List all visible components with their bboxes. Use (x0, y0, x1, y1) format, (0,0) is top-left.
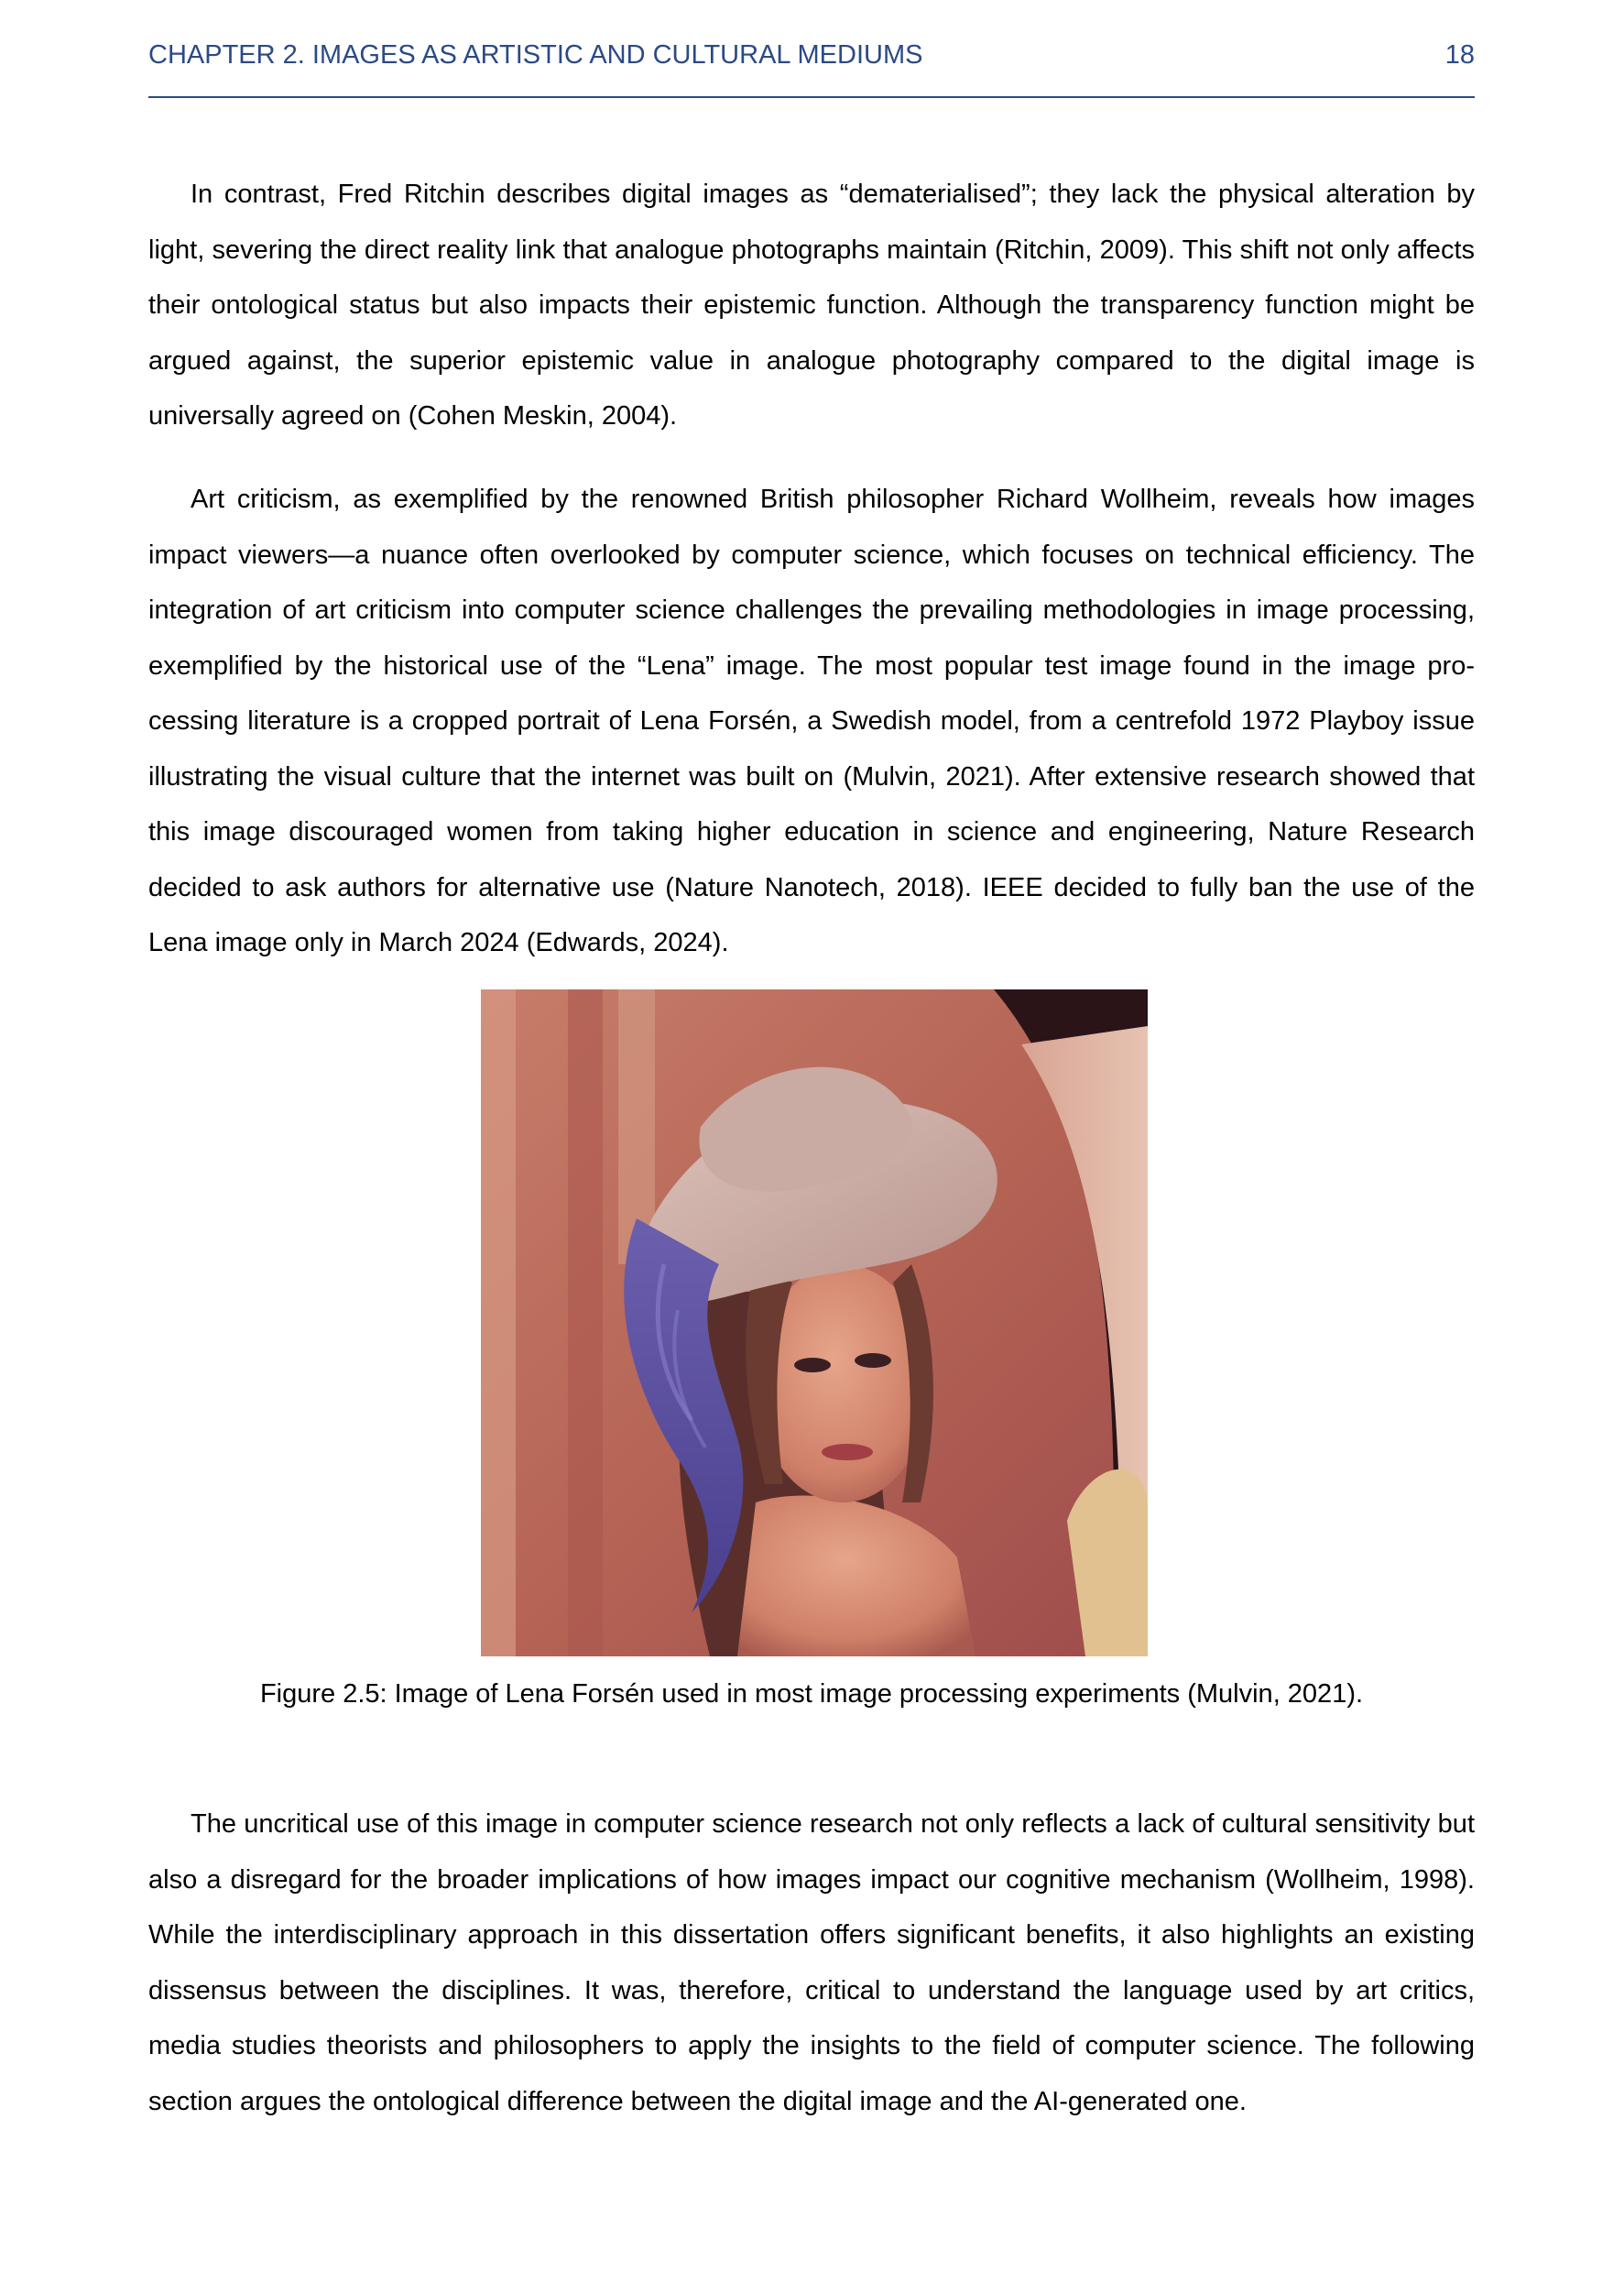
header-divider (148, 96, 1475, 98)
running-header (148, 35, 1475, 75)
body-paragraph-1: In contrast, Fred Ritchin describes digital images as “dematerialised”; they lack the physical alteration by light, severing the direct reality link that analogue photographs maintain (Ritchin, 2009). This shift not only affects their ontological status but also impacts their epistemic function. Although the transparency function might be argued against, the superior epistemic value in analogue photography compared to the digital image is universally agreed on (Cohen Meskin, 2004). (148, 180, 1475, 431)
chapter-title: CHAPTER 2. IMAGES AS ARTISTIC AND CULTURAL MEDIUMS (148, 40, 923, 70)
body-paragraph-3: The uncritical use of this image in computer science research not only reflects a lack of cultural sensitivity but also a disregard for the broader implications of how images impact our cognitive mechanism (Wollheim, 1998). While the interdisciplinary approach in this dissertation offers significant benefits, it also highlights an existing dissensus between the disciplines. It was, therefore, critical to understand the language used by art critics, media studies theorists and philosophers to apply the insights to the field of computer science. The following section argues the ontological difference between the digital image and the AI-generated one. (148, 1809, 1475, 2116)
figure-caption: Figure 2.5: Image of Lena Forsén used in most image processing experiments (Mulvin, 2021). (259, 1679, 1364, 1709)
lena-photograph (481, 989, 1148, 1656)
body-paragraph-2: Art criticism, as exemplified by the renowned British philosopher Richard Wollheim, reveals how images impact viewers—a nuance often overlooked by computer science, which focuses on technical efficiency. The integration of art criticism into computer science challenges the prevailing methodologies in image processing, exemplified by the historical use of the “Lena” image. The most popular test image found in the image processing literature is a cropped portrait of Lena Forsén, a Swedish model, from a centrefold 1972 Playboy issue illustrating the visual culture that the internet was built on (Mulvin, 2021). After extensive research showed that this image discouraged women from taking higher education in science and engineering, Nature Research decided to ask authors for alternative use (Nature Nanotech, 2018). IEEE decided to fully ban the use of the Lena image only in March 2024 (Edwards, 2024). (148, 485, 1475, 957)
page-number: 18 (1444, 40, 1475, 70)
